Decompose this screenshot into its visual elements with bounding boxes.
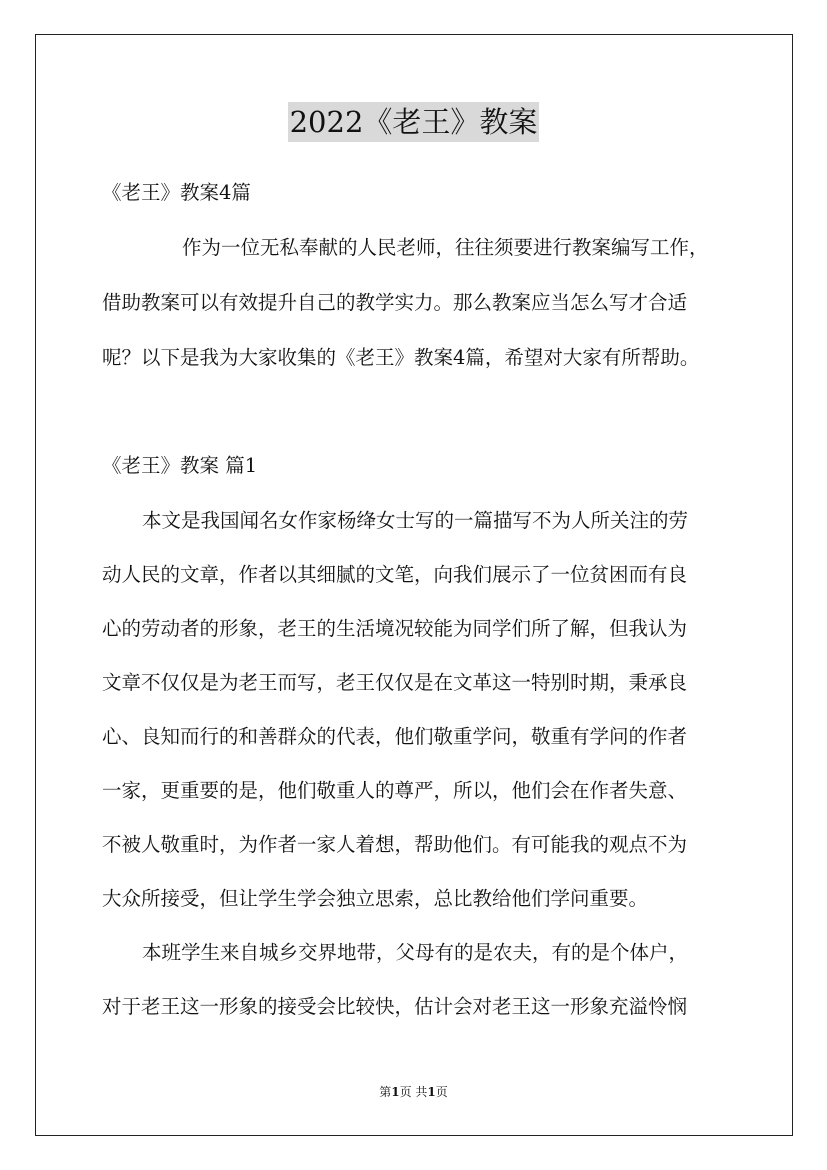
page-label-prefix: 第 bbox=[379, 1085, 392, 1099]
body-line-9: 本班学生来自城乡交界地带，父母有的是农夫，有的是个体户， bbox=[142, 941, 689, 964]
page-footer bbox=[0, 1083, 827, 1101]
page-current: 1 bbox=[391, 1085, 400, 1099]
document-title: 2022《老王》教案 bbox=[288, 102, 540, 142]
body-line-2: 动人民的文章，作者以其细腻的文笔，向我们展示了一位贫困而有良 bbox=[102, 563, 688, 586]
page-total: 1 bbox=[427, 1085, 436, 1099]
body-line-4: 文章不仅仅是为老王而写，老王仅仅是在文革这一特别时期，秉承良 bbox=[102, 671, 688, 694]
intro-line-1: 作为一位无私奉献的人民老师，往往须要进行教案编写工作， bbox=[182, 236, 709, 259]
section-heading: 《老王》教案 篇1 bbox=[102, 454, 258, 477]
body-line-7: 不被人敬重时，为作者一家人着想，帮助他们。有可能我的观点不为 bbox=[102, 833, 688, 856]
page-label-suffix: 页 bbox=[435, 1085, 448, 1099]
intro-line-2: 借助教案可以有效提升自己的教学实力。那么教案应当怎么写才合适 bbox=[102, 291, 688, 314]
body-line-3: 心的劳动者的形象，老王的生活境况较能为同学们所了解，但我认为 bbox=[102, 617, 688, 640]
body-line-5: 心、良知而行的和善群众的代表，他们敬重学问，敬重有学问的作者 bbox=[102, 725, 688, 748]
body-line-10: 对于老王这一形象的接受会比较快，估计会对老王这一形象充溢怜悯 bbox=[102, 995, 688, 1018]
intro-line-3: 呢？以下是我为大家收集的《老王》教案4篇，希望对大家有所帮助。 bbox=[102, 346, 700, 369]
body-line-8: 大众所接受，但让学生学会独立思索，总比教给他们学问重要。 bbox=[102, 887, 649, 910]
body-line-1: 本文是我国闻名女作家杨绛女士写的一篇描写不为人所关注的劳 bbox=[142, 509, 689, 532]
body-line-6: 一家，更重要的是，他们敬重人的尊严，所以，他们会在作者失意、 bbox=[102, 779, 688, 802]
page-label-mid: 页 共 bbox=[399, 1085, 428, 1099]
document-title-wrapper bbox=[0, 102, 827, 147]
document-subtitle: 《老王》教案4篇 bbox=[102, 181, 251, 204]
